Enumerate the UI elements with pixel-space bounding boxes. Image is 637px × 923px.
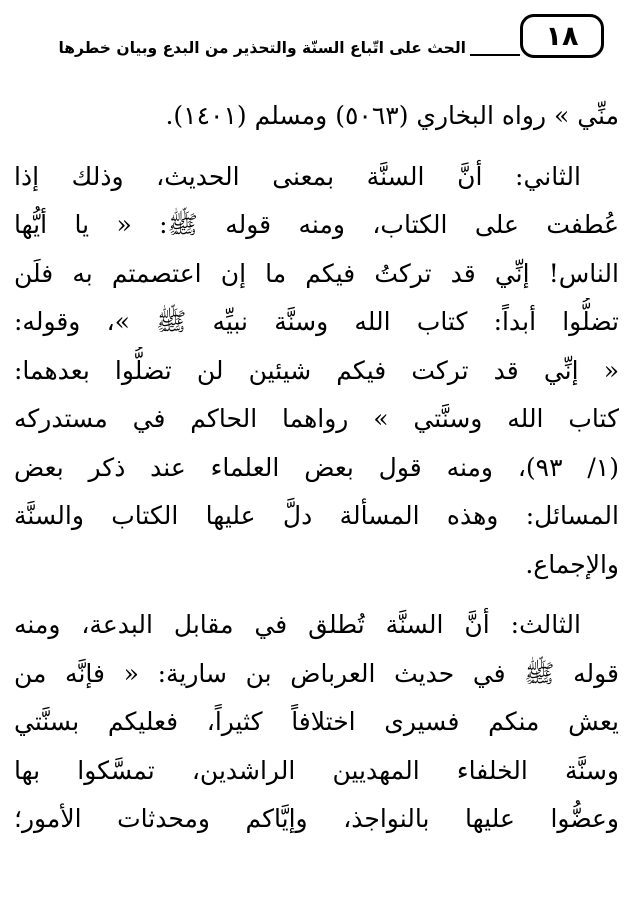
text-line: يعش منكم فسيرى اختلافاً كثيراً، فعليكم بسنَّتي (14, 707, 619, 736)
text-line: منِّي » رواه البخاري (٥٠٦٣) ومسلم (١٤٠١). (165, 101, 619, 130)
header-rule (470, 54, 520, 56)
running-title: الحث على اتّباع السنّة والتحذير من البدع وبيان خطرها (58, 39, 466, 57)
text-line: الثالث: أنَّ السنَّة تُطلق في مقابل البدعة، ومنه (14, 610, 581, 639)
text-line: « إنِّي قد تركت فيكم شيئين لن تضلُّوا بعدهما: (14, 355, 619, 385)
text-line: الثاني: أنَّ السنَّة بمعنى الحديث، وذلك إذا (14, 161, 581, 191)
page-header (28, 14, 612, 68)
text-line: تضلُّوا أبداً: كتاب الله وسنَّة نبيِّه ﷺ »، وقوله: (14, 307, 619, 336)
page-body (14, 92, 619, 844)
text-line: عُطفت على الكتاب، ومنه قوله ﷺ: « يا أيُّها (14, 210, 619, 239)
text-line: (١/ ٩٣)، ومنه قول بعض العلماء عند ذكر بعض (14, 452, 619, 482)
paragraph-gap (14, 589, 619, 601)
text-line: والإجماع. (525, 549, 619, 579)
text-line: كتاب الله وسنَّتي » رواهما الحاكم في مستدركه (14, 404, 619, 433)
text-line: وعضُّوا عليها بالنواجذ، وإيَّاكم ومحدثات الأمور؛ (14, 804, 619, 833)
text-line: قوله ﷺ في حديث العرباض بن سارية: « فإنَّه من (14, 658, 619, 688)
paragraph-gap (14, 141, 619, 153)
text-line: المسائل: وهذه المسألة دلَّ عليها الكتاب والسنَّة (14, 501, 619, 530)
page-number-box (520, 14, 604, 58)
page-number: ١٨ (545, 20, 579, 52)
text-line: الناس! إنِّي قد تركتُ فيكم ما إن اعتصمتم به فلَن (14, 258, 619, 288)
text-line: وسنَّة الخلفاء المهديين الراشدين، تمسَّكوا بها (14, 755, 619, 785)
